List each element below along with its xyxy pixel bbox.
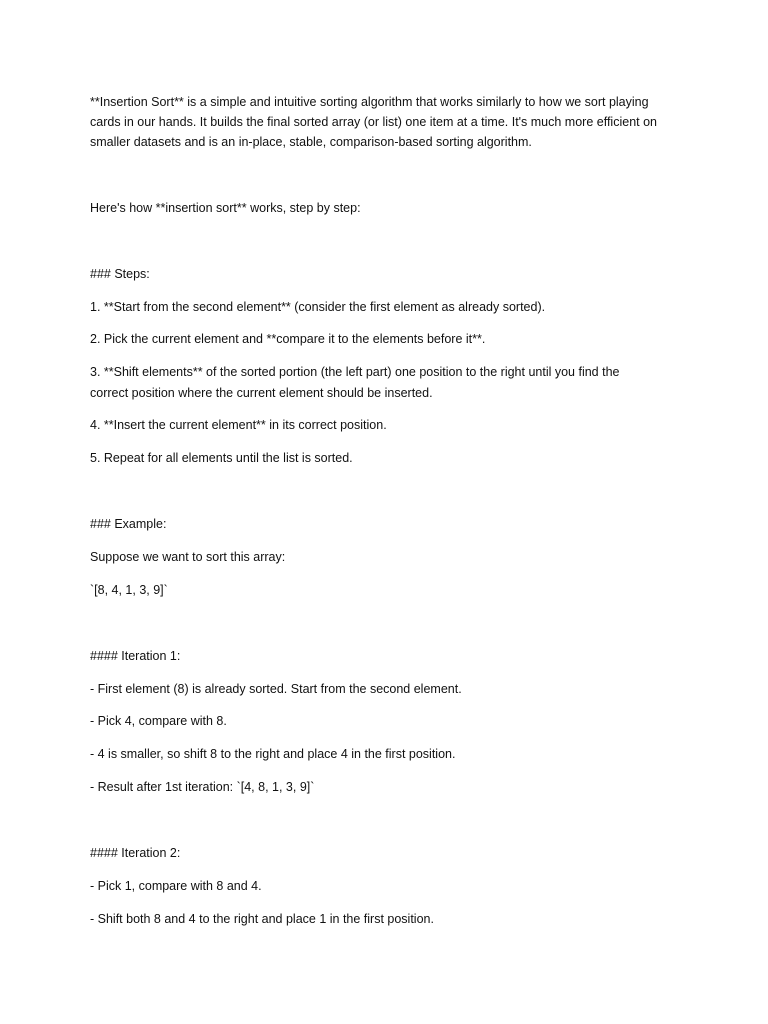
intro-line-3: smaller datasets and is an in-place, stable, comparison-based sorting algorithm.: [90, 135, 532, 149]
step-5: 5. Repeat for all elements until the list is sorted.: [90, 451, 353, 465]
example-suppose: Suppose we want to sort this array:: [90, 550, 286, 564]
step-3-line-1: 3. **Shift elements** of the sorted portion (the left part) one position to the right until you find the: [90, 365, 620, 379]
step-3-line-2: correct position where the current element should be inserted.: [90, 386, 433, 400]
iteration-1-item-3: - 4 is smaller, so shift 8 to the right and place 4 in the first position.: [90, 747, 456, 761]
iteration-2-item-2: - Shift both 8 and 4 to the right and place 1 in the first position.: [90, 912, 434, 926]
step-1: 1. **Start from the second element** (consider the first element as already sorted).: [90, 300, 546, 314]
example-array: `[8, 4, 1, 3, 9]`: [90, 583, 168, 597]
intro-line-1: **Insertion Sort** is a simple and intuitive sorting algorithm that works similarly to how we sort playing: [90, 95, 649, 109]
intro-line-2: cards in our hands. It builds the final sorted array (or list) one item at a time. It's much more efficient on: [90, 115, 657, 129]
how-it-works-text: Here's how **insertion sort** works, step by step:: [90, 201, 361, 215]
iteration-1-heading: #### Iteration 1:: [90, 649, 181, 663]
iteration-1-item-1: - First element (8) is already sorted. Start from the second element.: [90, 682, 462, 696]
step-4: 4. **Insert the current element** in its correct position.: [90, 418, 387, 432]
steps-heading: ### Steps:: [90, 267, 150, 281]
example-heading: ### Example:: [90, 517, 167, 531]
step-2: 2. Pick the current element and **compare it to the elements before it**.: [90, 332, 486, 346]
iteration-2-heading: #### Iteration 2:: [90, 846, 181, 860]
iteration-1-item-2: - Pick 4, compare with 8.: [90, 714, 227, 728]
iteration-1-item-4: - Result after 1st iteration: `[4, 8, 1, 3, 9]`: [90, 780, 315, 794]
iteration-2-item-1: - Pick 1, compare with 8 and 4.: [90, 879, 262, 893]
